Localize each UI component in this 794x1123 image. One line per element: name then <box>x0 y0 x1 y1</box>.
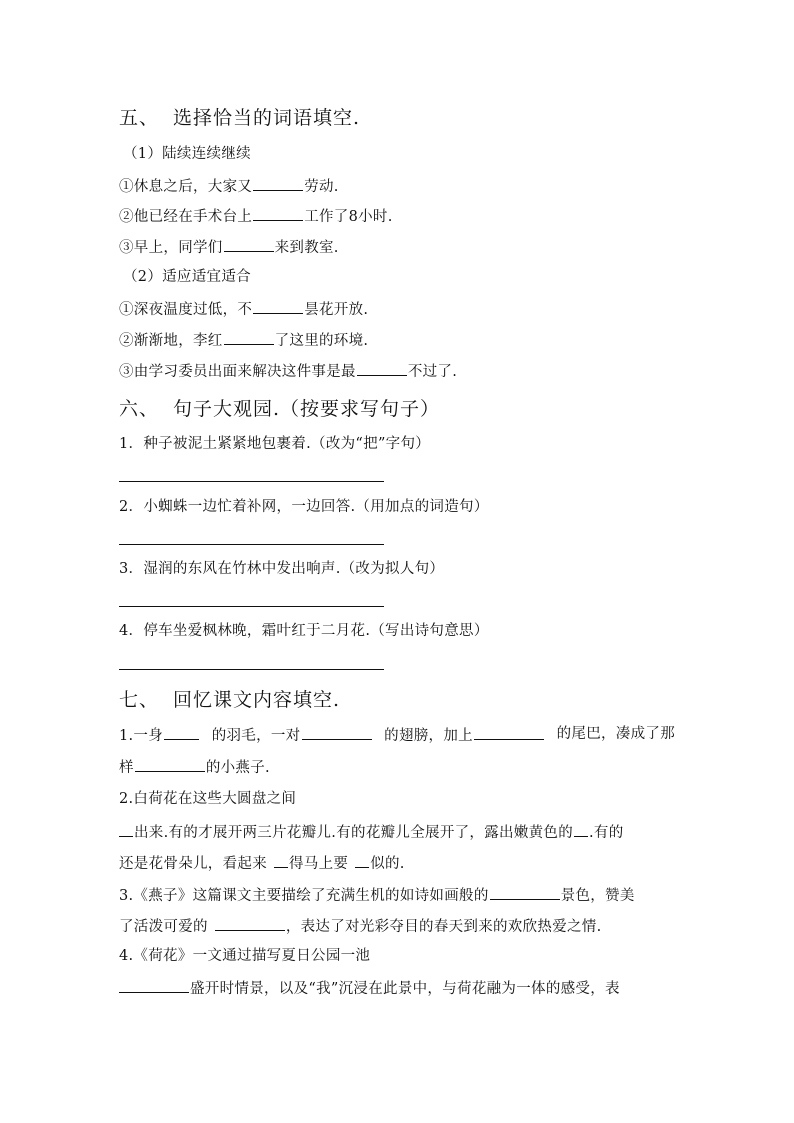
section5-number: 五、 <box>119 107 160 129</box>
question-text: 3.《燕子》这篇课文主要描绘了充满生机的如诗如画般的 <box>119 888 489 904</box>
question-text: 不过了. <box>407 364 458 380</box>
blank[interactable] <box>224 329 274 345</box>
blank[interactable] <box>490 884 560 900</box>
section7-q4-line2 <box>119 977 620 999</box>
blank[interactable] <box>224 236 274 252</box>
blank[interactable] <box>135 756 205 772</box>
answer-line[interactable] <box>119 606 384 607</box>
question-text: 工作了8小时. <box>304 209 393 225</box>
question-text: 盛开时情景，以及“我”沉浸在此景中，与荷花融为一体的感受，表 <box>190 981 620 997</box>
question-text: ③早上，同学们 <box>119 240 223 256</box>
blank[interactable] <box>253 298 303 314</box>
section6-q4: 4．停车坐爱枫林晚，霜叶红于二月花.（写出诗句意思） <box>119 623 489 639</box>
q-text-group <box>119 724 200 746</box>
section5-q1 <box>119 175 339 197</box>
section7-title: 回忆课文内容填空. <box>173 689 341 711</box>
question-text: 劳动. <box>304 179 339 195</box>
section7-heading <box>119 687 340 713</box>
question-text: 的翅膀，加上 <box>384 728 473 744</box>
question-text: 的尾巴，凑成了那 <box>556 726 675 742</box>
blank[interactable] <box>119 821 133 837</box>
section7-q2-line1: 2.白荷花在这些大圆盘之间 <box>119 791 297 807</box>
section6-title: 句子大观园.（按要求写句子） <box>173 398 441 420</box>
question-text: 了这里的环境. <box>274 333 369 349</box>
section5-heading <box>119 105 360 131</box>
section5-q3 <box>119 236 339 258</box>
answer-line[interactable] <box>119 481 384 482</box>
section5-title: 选择恰当的词语填空. <box>173 107 361 129</box>
question-text: 似的. <box>370 856 405 872</box>
section5-q2 <box>119 205 393 227</box>
question-text: 的羽毛，一对 <box>211 728 301 744</box>
section6-heading <box>119 396 440 422</box>
section7-q3-line2 <box>119 915 602 937</box>
answer-line[interactable] <box>119 669 384 670</box>
blank[interactable] <box>253 175 303 191</box>
blank[interactable] <box>355 852 369 868</box>
question-text: 得马上要 <box>289 856 349 872</box>
section6-number: 六、 <box>119 398 160 420</box>
section7-q2-line3 <box>119 852 405 874</box>
section7-q3-line1 <box>119 884 675 906</box>
blank[interactable] <box>119 977 189 993</box>
question-text: ②渐渐地，李红 <box>119 333 223 349</box>
section5-group1-label: （1）陆续连续继续 <box>123 146 251 162</box>
question-text: ③由学习委员出面来解决这件事是最 <box>119 364 356 380</box>
question-text: 1.一身 <box>119 728 164 744</box>
blank[interactable] <box>274 852 288 868</box>
question-text: ②他已经在手术台上 <box>119 209 253 225</box>
q-text-group <box>119 821 624 843</box>
section6-q2: 2．小蜘蛛一边忙着补网，一边回答.（用加点的词造句） <box>119 499 489 515</box>
question-text: ，表达了对光彩夺目的春天到来的欢欣热爱之情. <box>285 919 602 935</box>
blank[interactable] <box>574 821 588 837</box>
question-text: 样 <box>119 760 134 776</box>
section7-number: 七、 <box>119 689 160 711</box>
section7-q4-line1: 4.《荷花》一文通过描写夏日公园一池 <box>119 948 371 964</box>
q-text-group <box>212 724 373 746</box>
section7-q2-line2 <box>119 821 675 843</box>
question-text: 景色，赞美 <box>560 888 635 904</box>
section7-q1-line1 <box>119 724 675 746</box>
section6-q3: 3．湿润的东风在竹林中发出响声.（改为拟人句） <box>119 561 445 577</box>
question-text: ①深夜温度过低，不 <box>119 302 253 318</box>
question-text: 来到教室. <box>274 240 339 256</box>
section5-q5 <box>119 329 368 351</box>
question-text: 出来.有的才展开两三片花瓣儿.有的花瓣儿全展开了，露出嫩黄色的 <box>134 825 574 841</box>
q-text-group <box>119 884 635 906</box>
answer-line[interactable] <box>119 544 384 545</box>
section5-q6 <box>119 360 457 382</box>
question-text: .有的 <box>589 825 624 841</box>
question-text: 昙花开放. <box>304 302 369 318</box>
section7-q1-line2 <box>119 756 270 778</box>
blank[interactable] <box>474 724 544 740</box>
question-text: 的小燕子. <box>205 760 270 776</box>
question-text: 还是花骨朵儿，看起来 <box>119 856 267 872</box>
blank[interactable] <box>253 205 303 221</box>
question-text: 了活泼可爱的 <box>119 919 208 935</box>
section6-q1: 1．种子被泥土紧紧地包裹着.（改为“把”字句） <box>119 436 431 452</box>
blank[interactable] <box>302 724 372 740</box>
question-text: ①休息之后，大家又 <box>119 179 253 195</box>
section5-group2-label: （2）适应适宜适合 <box>123 269 251 285</box>
blank[interactable] <box>164 724 199 740</box>
q-text-group <box>384 724 545 746</box>
blank[interactable] <box>215 915 285 931</box>
blank[interactable] <box>357 360 407 376</box>
section5-q4 <box>119 298 368 320</box>
